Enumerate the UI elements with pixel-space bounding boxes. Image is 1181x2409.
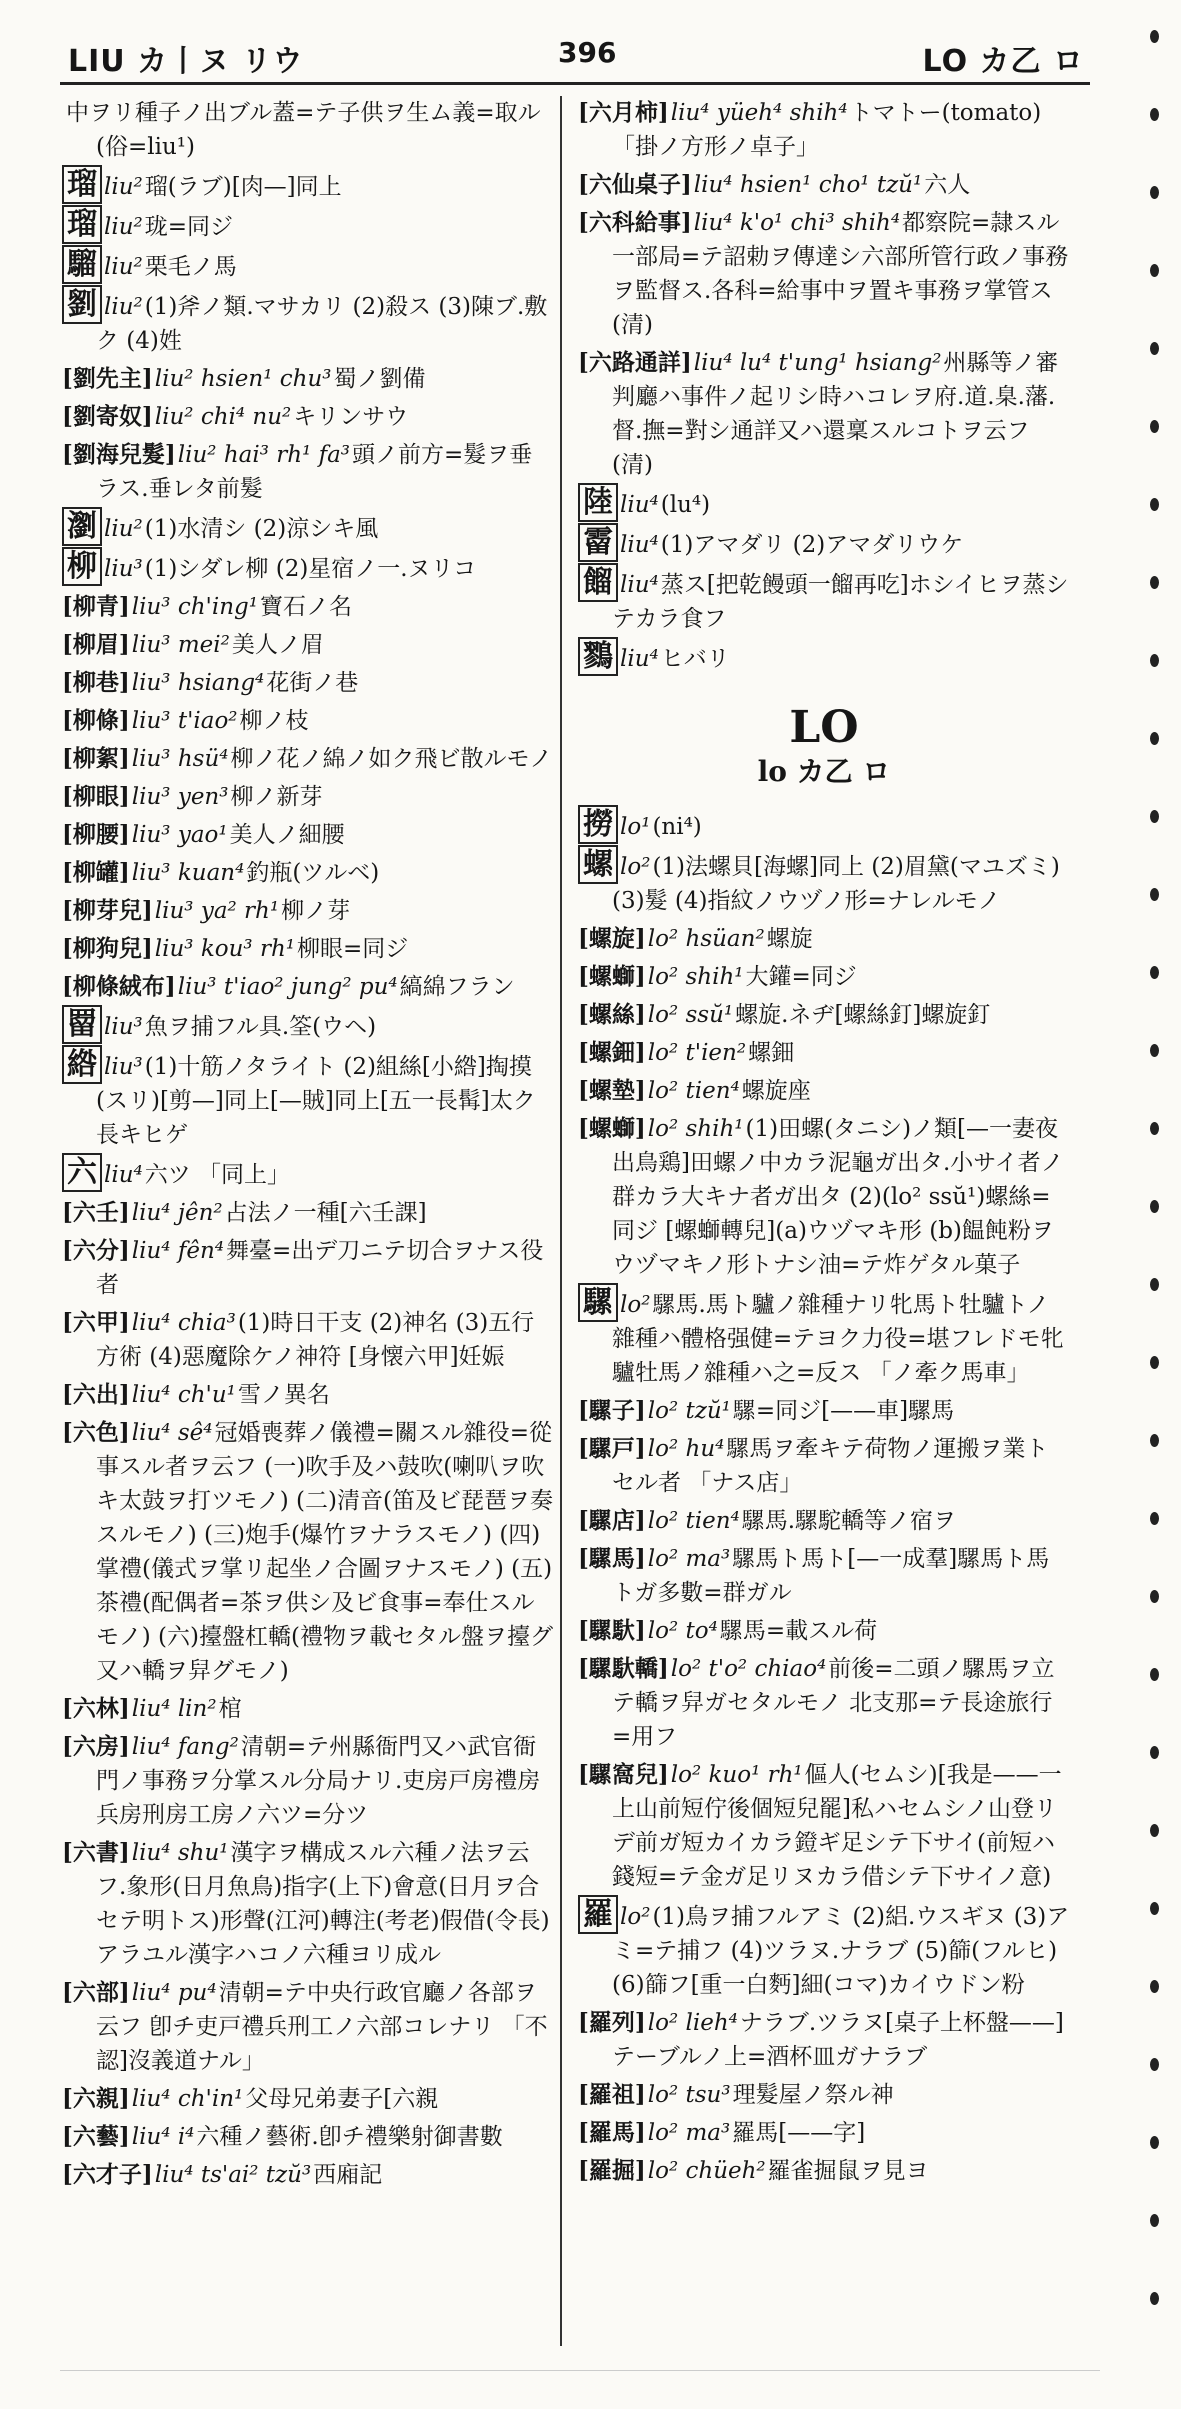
margin-dot xyxy=(1150,576,1159,589)
entry-headword: [柳條] xyxy=(62,707,130,734)
entry-reading: liu⁴ xyxy=(104,1162,143,1188)
margin-dot xyxy=(1150,1746,1159,1759)
entry-definition: 前後=二頭ノ騾馬ヲ立テ轎ヲ舁ガセタルモノ 北支那=テ長途旅行=用フ xyxy=(612,1656,1055,1750)
entry-reading: liu⁴ k'o¹ chi³ shih⁴ xyxy=(693,210,901,236)
dictionary-entry xyxy=(578,566,1070,636)
entry-definition: (1)水清シ (2)涼シキ風 xyxy=(144,516,379,542)
entry-reading: liu³ hsiang⁴ xyxy=(131,670,265,696)
entry-headword: [六林] xyxy=(62,1695,130,1722)
dictionary-entry xyxy=(62,1156,554,1192)
margin-dot xyxy=(1150,1824,1159,1837)
margin-dot xyxy=(1150,108,1159,121)
dictionary-entry xyxy=(578,1542,1070,1610)
entry-definition: キリンサウ xyxy=(293,404,409,430)
entry-reading: lo² tien⁴ xyxy=(647,1508,740,1534)
entry-reading: lo² hu⁴ xyxy=(647,1436,725,1462)
entry-definition: 清朝=テ州縣衙門又ハ武官衙門ノ事務ヲ分掌スル分局ナリ.吏房戸房禮房兵房刑房工房ノ六ツ=分ツ xyxy=(96,1734,541,1828)
entry-reading: lo² tzŭ¹ xyxy=(647,1398,731,1424)
entry-reading: lo² kuo¹ rh¹ xyxy=(670,1762,803,1788)
entry-headword: [柳巷] xyxy=(62,669,130,696)
margin-dot xyxy=(1150,420,1159,433)
entry-definition: 柳ノ花ノ綿ノ如ク飛ビ散ルモノ xyxy=(230,746,553,772)
entry-headword: 餾 xyxy=(578,563,618,602)
entry-definition: 六人 xyxy=(924,172,971,198)
entry-headword: [柳青] xyxy=(62,593,130,620)
entry-reading: lo² shih¹ xyxy=(647,964,744,990)
margin-dot xyxy=(1150,1902,1159,1915)
dictionary-entry xyxy=(62,168,554,204)
entry-headword: [六月柿] xyxy=(578,99,669,126)
entry-headword: 鷚 xyxy=(578,637,618,676)
page-number: 396 xyxy=(558,36,617,69)
entry-headword: 羅 xyxy=(578,1895,618,1934)
entry-reading: liu⁴ ch'in¹ xyxy=(131,2086,244,2112)
dictionary-entry xyxy=(62,1048,554,1152)
margin-dot xyxy=(1150,732,1159,745)
entry-definition: 螺旋 xyxy=(766,926,813,952)
entry-definition: (1)シダレ柳 (2)星宿ノ一.ヌリコ xyxy=(144,556,477,582)
entry-headword: [螺旋] xyxy=(578,925,646,952)
dictionary-entry xyxy=(62,510,554,546)
running-head-right: LO カ乙 ロ xyxy=(922,44,1084,79)
entry-headword: [六部] xyxy=(62,1979,130,2006)
margin-dot xyxy=(1150,810,1159,823)
entry-definition: (1)アマダリ (2)アマダリウケ xyxy=(660,532,964,558)
entry-definition: 中ヲリ種子ノ出ブル蓋=テ子供ヲ生ム義=取ル(俗=liu¹) xyxy=(66,100,541,160)
dictionary-entry xyxy=(578,2078,1070,2112)
entry-definition: 騾=同ジ[——車]騾馬 xyxy=(732,1398,955,1424)
entry-definition: 舞臺=出デ刀ニテ切合ヲナス役者 xyxy=(96,1238,544,1298)
entry-definition: 縞綿フラン xyxy=(399,974,515,1000)
entry-headword: [六仙桌子] xyxy=(578,171,692,198)
margin-dot xyxy=(1150,966,1159,979)
dictionary-entry xyxy=(62,362,554,396)
dictionary-entry xyxy=(578,1652,1070,1754)
entry-definition: 漢字ヲ構成スル六種ノ法ヲ云フ.象形(日月魚鳥)指字(上下)會意(日月ヲ合セテ明トス)形聲(江河)轉注(考老)假借(令長)アラユル漢字ハコノ六種ヨリ成ル xyxy=(96,1840,550,1968)
entry-reading: liu³ hsü⁴ xyxy=(131,746,229,772)
dictionary-entry xyxy=(578,526,1070,562)
dictionary-entry xyxy=(62,894,554,928)
entry-headword: 罶 xyxy=(62,1005,102,1044)
dictionary-entry xyxy=(578,1432,1070,1500)
entry-definition: (lu⁴) xyxy=(660,492,711,518)
entry-definition: (ni⁴) xyxy=(652,814,702,840)
dictionary-entry xyxy=(62,1416,554,1688)
entry-reading: liu³ kou³ rh¹ xyxy=(154,936,295,962)
entry-definition: 蒸ス[把乾饅頭一餾再吃]ホシイヒヲ蒸シテカラ食フ xyxy=(612,572,1069,632)
entry-reading: liu⁴ i⁴ xyxy=(131,2124,195,2150)
entry-reading: liu³ yen³ xyxy=(131,784,229,810)
entry-headword: [六藝] xyxy=(62,2123,130,2150)
entry-reading: liu³ kuan⁴ xyxy=(131,860,245,886)
margin-dot xyxy=(1150,2058,1159,2071)
entry-reading: liu⁴ xyxy=(620,646,659,672)
entry-definition: 螺旋.ネヂ[螺絲釘]螺旋釘 xyxy=(735,1002,991,1028)
dictionary-entry xyxy=(578,1036,1070,1070)
dictionary-entry xyxy=(62,438,554,506)
column-divider xyxy=(560,96,562,2346)
entry-headword: [六房] xyxy=(62,1733,130,1760)
entry-reading: liu³ t'iao² jung² pu⁴ xyxy=(177,974,398,1000)
dictionary-entry xyxy=(578,1504,1070,1538)
margin-dot xyxy=(1150,498,1159,511)
dictionary-entry xyxy=(578,346,1070,482)
entry-reading: lo² tsu³ xyxy=(647,2082,731,2108)
entry-headword: [六科給事] xyxy=(578,209,692,236)
entry-reading: lo² ma³ xyxy=(647,1546,731,1572)
entry-headword: [羅祖] xyxy=(578,2081,646,2108)
entry-headword: [柳眉] xyxy=(62,631,130,658)
entry-headword: [劉海兒髮] xyxy=(62,441,176,468)
section-heading xyxy=(578,702,1070,790)
entry-definition: 柳ノ枝 xyxy=(239,708,309,734)
dictionary-entry xyxy=(62,1306,554,1374)
dictionary-entry xyxy=(62,1234,554,1302)
entry-headword: [螺螄] xyxy=(578,1115,646,1142)
margin-dot xyxy=(1150,1356,1159,1369)
entry-definition: 清朝=テ中央行政官廳ノ各部ヲ云フ 卽チ吏戸禮兵刑工ノ六部コレナリ 「不認]沒義道ナル」 xyxy=(96,1980,548,2074)
entry-reading: lo² xyxy=(620,1904,651,1930)
dictionary-entry xyxy=(578,1898,1070,2002)
entry-definition: 珑=同ジ xyxy=(144,214,234,240)
dictionary-entry xyxy=(578,1614,1070,1648)
dictionary-entry xyxy=(62,1196,554,1230)
entry-definition: 州縣等ノ審判廳ハ事件ノ起リシ時ハコレヲ府.道.臬.藩.督.撫=對シ通詳又ハ還稟スルコトヲ云フ(清) xyxy=(612,350,1059,478)
dictionary-entry xyxy=(578,96,1070,164)
entry-reading: liu³ t'iao² xyxy=(131,708,238,734)
entry-definition: (1)田螺(タニシ)ノ類[—一妻夜出鳥鶏]田螺ノ中カラ泥龜ガ出タ.小サイ者ノ群カラ大キナ者ガ出タ (2)(lo² ssŭ¹)螺絲=同ジ [螺螄轉兒](a)ウヅマキ形 (b)饂飩粉ヲウヅマキノ形トナシ油=テ炸ゲタル菓子 xyxy=(612,1116,1064,1278)
entry-reading: lo² tien⁴ xyxy=(647,1078,740,1104)
entry-definition: 都察院=隷スル一部局=テ詔勅ヲ傳達シ六部所管行政ノ事務ヲ監督ス.各科=給事中ヲ置キ事務ヲ掌管ス(清) xyxy=(612,210,1069,338)
right-column xyxy=(578,96,1070,2356)
entry-headword: 騾 xyxy=(578,1283,618,1322)
entry-headword: [劉寄奴] xyxy=(62,403,153,430)
margin-dot xyxy=(1150,342,1159,355)
dictionary-entry xyxy=(62,288,554,358)
dictionary-entry xyxy=(578,922,1070,956)
entry-reading: liu⁴ yüeh⁴ shih⁴ xyxy=(670,100,848,126)
dictionary-entry xyxy=(62,1008,554,1044)
entry-headword: [柳狗兒] xyxy=(62,935,153,962)
dictionary-entry xyxy=(578,168,1070,202)
left-column xyxy=(62,96,554,2356)
entry-reading: liu² chi⁴ nu² xyxy=(154,404,292,430)
margin-dot xyxy=(1150,2292,1159,2305)
dictionary-entry xyxy=(62,704,554,738)
dictionary-entry xyxy=(62,742,554,776)
dictionary-entry xyxy=(578,2006,1070,2074)
entry-definition: 柳眼=同ジ xyxy=(296,936,409,962)
entry-headword: 螺 xyxy=(578,845,618,884)
dictionary-entry xyxy=(62,932,554,966)
entry-definition: 柳ノ芽 xyxy=(281,898,351,924)
entry-definition: (1)鳥ヲ捕フルアミ (2)絽.ウスギヌ (3)アミ=テ捕フ (4)ツラヌ.ナラブ (5)篩(フルヒ) (6)篩フ[重一白麪]細(コマ)カイウドン粉 xyxy=(612,1904,1070,1998)
dictionary-entry xyxy=(62,2120,554,2154)
dictionary-entry xyxy=(62,248,554,284)
entry-reading: liu³ ch'ing¹ xyxy=(131,594,258,620)
entry-definition: 傴人(セムシ)[我是——一上山前短佇後個短兒罷]私ハセムシノ山登リデ前ガ短カイカラ鐙ギ足シテ下サイ(前短ハ錢短=テ金ガ足リヌカラ借シテ下サイノ意) xyxy=(612,1762,1062,1890)
dictionary-entry xyxy=(62,818,554,852)
entry-reading: liu⁴ sê⁴ xyxy=(131,1420,213,1446)
entry-reading: liu³ xyxy=(104,556,143,582)
entry-reading: liu⁴ ts'ai² tzŭ³ xyxy=(154,2162,312,2188)
entry-headword: 瑠 xyxy=(62,205,102,244)
dictionary-entry xyxy=(578,808,1070,844)
entry-definition: 蜀ノ劉備 xyxy=(333,366,426,392)
dictionary-entry xyxy=(62,96,554,164)
dictionary-entry xyxy=(578,998,1070,1032)
dictionary-entry xyxy=(62,1836,554,1972)
entry-headword: [柳條絨布] xyxy=(62,973,176,1000)
entry-reading: liu² xyxy=(104,294,143,320)
entry-reading: liu² xyxy=(104,174,143,200)
entry-reading: liu³ yao¹ xyxy=(131,822,228,848)
margin-dot xyxy=(1150,1980,1159,1993)
bottom-rule xyxy=(60,2370,1100,2371)
entry-headword: [柳絮] xyxy=(62,745,130,772)
entry-reading: liu⁴ fên⁴ xyxy=(131,1238,224,1264)
entry-headword: [羅列] xyxy=(578,2009,646,2036)
entry-definition: 羅雀掘鼠ヲ見ヨ xyxy=(767,2158,929,2184)
entry-headword: [劉先主] xyxy=(62,365,153,392)
entry-reading: liu² xyxy=(104,214,143,240)
dictionary-entry xyxy=(62,1692,554,1726)
entry-definition: 騾馬ト馬ト[—一成羣]騾馬ト馬トガ多數=群ガル xyxy=(612,1546,1050,1606)
entry-headword: [羅馬] xyxy=(578,2119,646,2146)
margin-dot xyxy=(1150,264,1159,277)
entry-reading: liu⁴ fang² xyxy=(131,1734,239,1760)
entry-headword: 瑠 xyxy=(62,165,102,204)
margin-dot xyxy=(1150,888,1159,901)
entry-definition: 父母兄弟妻子[六親 xyxy=(245,2086,439,2112)
entry-definition: 螺鈿 xyxy=(748,1040,795,1066)
dictionary-entry xyxy=(578,1112,1070,1282)
entry-reading: liu⁴ xyxy=(620,572,659,598)
entry-headword: 陸 xyxy=(578,483,618,522)
entry-definition: 六種ノ藝術.卽チ禮樂射御書數 xyxy=(196,2124,503,2150)
dictionary-entry xyxy=(578,640,1070,676)
entry-definition: (1)時日干支 (2)神名 (3)五行方術 (4)惡魔除ケノ神符 [身懐六甲]妊娠 xyxy=(96,1310,535,1370)
running-head-left: LIU カ丨ヌ リウ xyxy=(68,44,304,79)
entry-definition: 羅馬[——字] xyxy=(732,2120,866,2146)
entry-headword: [六色] xyxy=(62,1419,130,1446)
margin-dot xyxy=(1150,186,1159,199)
entry-reading: liu⁴ jên² xyxy=(131,1200,223,1226)
margin-dot xyxy=(1150,30,1159,43)
entry-headword: [騾店] xyxy=(578,1507,646,1534)
entry-definition: 寶石ノ名 xyxy=(259,594,352,620)
entry-headword: 劉 xyxy=(62,285,102,324)
entry-definition: 栗毛ノ馬 xyxy=(144,254,237,280)
entry-definition: 頭ノ前方=髮ヲ垂ラス.垂レタ前髮 xyxy=(96,442,533,502)
entry-headword: [騾窩兒] xyxy=(578,1761,669,1788)
dictionary-entry xyxy=(62,2158,554,2192)
entry-reading: lo² t'o² chiao⁴ xyxy=(670,1656,827,1682)
entry-headword: [羅掘] xyxy=(578,2157,646,2184)
dictionary-entry xyxy=(62,666,554,700)
dictionary-entry xyxy=(578,486,1070,522)
entry-reading: lo¹ xyxy=(620,814,651,840)
entry-reading: liu⁴ ch'u¹ xyxy=(131,1382,236,1408)
dictionary-entry xyxy=(62,970,554,1004)
entry-reading: liu³ ya² rh¹ xyxy=(154,898,280,924)
entry-reading: liu³ xyxy=(104,1054,143,1080)
entry-definition: 棺 xyxy=(218,1696,242,1722)
entry-definition: 雪ノ異名 xyxy=(237,1382,330,1408)
dictionary-entry xyxy=(578,1286,1070,1390)
margin-dot xyxy=(1150,1668,1159,1681)
entry-reading: liu⁴ lin² xyxy=(131,1696,217,1722)
margin-dot xyxy=(1150,1512,1159,1525)
dictionary-entry xyxy=(62,780,554,814)
dictionary-entry xyxy=(62,1976,554,2078)
entry-definition: 西廂記 xyxy=(313,2162,383,2188)
entry-headword: [騾馱] xyxy=(578,1617,646,1644)
dictionary-entry xyxy=(578,206,1070,342)
entry-reading: liu⁴ chia³ xyxy=(131,1310,236,1336)
entry-headword: [騾戸] xyxy=(578,1435,646,1462)
margin-dot xyxy=(1150,2136,1159,2149)
entry-headword: [騾馬] xyxy=(578,1545,646,1572)
entry-reading: lo² ssŭ¹ xyxy=(647,1002,734,1028)
margin-dot xyxy=(1150,1044,1159,1057)
dictionary-entry xyxy=(578,1074,1070,1108)
entry-definition: 螺旋座 xyxy=(741,1078,811,1104)
dictionary-entry xyxy=(62,2082,554,2116)
margin-dot xyxy=(1150,1200,1159,1213)
entry-headword: [六出] xyxy=(62,1381,130,1408)
margin-dot xyxy=(1150,1122,1159,1135)
dictionary-entry xyxy=(578,848,1070,918)
entry-headword: [螺墊] xyxy=(578,1077,646,1104)
entry-reading: lo² to⁴ xyxy=(647,1618,718,1644)
entry-headword: [騾子] xyxy=(578,1397,646,1424)
margin-dot xyxy=(1150,654,1159,667)
dictionary-entry xyxy=(578,1394,1070,1428)
entry-definition: 美人ノ眉 xyxy=(231,632,324,658)
entry-headword: [六才子] xyxy=(62,2161,153,2188)
entry-definition: 六ツ 「同上」 xyxy=(144,1162,291,1188)
margin-dot xyxy=(1150,1434,1159,1447)
entry-definition: (1)十筋ノタライト (2)組絲[小綹]掏摸(スリ)[剪—]同上[—賊]同上[五一長髯]太ク長キヒゲ xyxy=(96,1054,536,1148)
section-title: LO xyxy=(789,702,859,753)
entry-headword: [柳芽兒] xyxy=(62,897,153,924)
entry-reading: liu⁴ shu¹ xyxy=(131,1840,229,1866)
entry-reading: liu³ xyxy=(104,1014,143,1040)
entry-definition: (1)法螺貝[海螺]同上 (2)眉黛(マユズミ) (3)髮 (4)指紋ノウヅノ形=ナレルモノ xyxy=(612,854,1060,914)
entry-definition: 美人ノ細腰 xyxy=(229,822,345,848)
entry-headword: [六書] xyxy=(62,1839,130,1866)
entry-headword: [六分] xyxy=(62,1237,130,1264)
margin-dot xyxy=(1150,2214,1159,2227)
entry-reading: lo² chüeh² xyxy=(647,2158,766,2184)
entry-reading: lo² shih¹ xyxy=(647,1116,744,1142)
entry-headword: 撈 xyxy=(578,805,618,844)
entry-reading: liu⁴ pu⁴ xyxy=(131,1980,217,2006)
entry-headword: 柳 xyxy=(62,547,102,586)
entry-definition: 釣瓶(ツルベ) xyxy=(246,860,380,886)
entry-definition: 騾馬.騾駝轎等ノ宿ヲ xyxy=(741,1508,957,1534)
entry-reading: lo² t'ien² xyxy=(647,1040,747,1066)
entry-headword: [柳眼] xyxy=(62,783,130,810)
entry-definition: 騾馬=載スル荷 xyxy=(719,1618,878,1644)
entry-reading: liu² hsien¹ chu³ xyxy=(154,366,332,392)
entry-definition: 理髮屋ノ祭ル神 xyxy=(732,2082,894,2108)
entry-definition: ヒバリ xyxy=(660,646,730,672)
dictionary-entry xyxy=(62,1730,554,1832)
entry-headword: 騮 xyxy=(62,245,102,284)
entry-reading: lo² lieh⁴ xyxy=(647,2010,738,2036)
dictionary-entry xyxy=(62,590,554,624)
entry-reading: lo² hsüan² xyxy=(647,926,765,952)
entry-definition: 騾馬.馬ト驢ノ雜種ナリ牝馬ト牡驢トノ雜種ハ體格强健=テヨク力役=堪フレドモ牝驢牡馬ノ雜種ハ之=反ス 「ノ牽ク馬車」 xyxy=(612,1292,1064,1386)
entry-reading: liu³ mei² xyxy=(131,632,230,658)
margin-dot xyxy=(1150,1590,1159,1603)
entry-reading: liu⁴ hsien¹ cho¹ tzŭ¹ xyxy=(693,172,923,198)
dictionary-entry xyxy=(62,628,554,662)
entry-headword: [六路通詳] xyxy=(578,349,692,376)
entry-headword: [螺螄] xyxy=(578,963,646,990)
entry-headword: [柳罐] xyxy=(62,859,130,886)
dictionary-entry xyxy=(578,960,1070,994)
entry-definition: 柳ノ新芽 xyxy=(230,784,323,810)
dictionary-entry xyxy=(578,2116,1070,2150)
dictionary-entry xyxy=(62,400,554,434)
entry-definition: 騾馬ヲ牽キテ荷物ノ運搬ヲ業トセル者 「ナス店」 xyxy=(612,1436,1049,1496)
section-subtitle: lo カ乙 ロ xyxy=(757,755,891,788)
entry-definition: 占法ノ一種[六壬課] xyxy=(224,1200,427,1226)
entry-reading: liu⁴ xyxy=(620,492,659,518)
entry-reading: liu⁴ xyxy=(620,532,659,558)
entry-headword: [騾馱轎] xyxy=(578,1655,669,1682)
entry-headword: [六壬] xyxy=(62,1199,130,1226)
entry-headword: [六甲] xyxy=(62,1309,130,1336)
dictionary-entry xyxy=(62,856,554,890)
entry-reading: liu² hai³ rh¹ fa³ xyxy=(177,442,351,468)
entry-reading: lo² xyxy=(620,854,651,880)
entry-definition: 瑠(ラブ)[肉—]同上 xyxy=(144,174,342,200)
entry-definition: ナラブ.ツラヌ[桌子上杯盤——]テーブルノ上=酒杯皿ガナラブ xyxy=(612,2010,1064,2070)
margin-dot xyxy=(1150,1278,1159,1291)
entry-definition: 魚ヲ捕フル具.筌(ウヘ) xyxy=(144,1014,377,1040)
entry-reading: liu² xyxy=(104,516,143,542)
entry-reading: lo² xyxy=(620,1292,651,1318)
dictionary-entry xyxy=(62,1378,554,1412)
dictionary-entry xyxy=(578,1758,1070,1894)
entry-definition: (1)斧ノ類.マサカリ (2)殺ス (3)陳ブ.敷ク (4)姓 xyxy=(96,294,548,354)
entry-headword: 瀏 xyxy=(62,507,102,546)
entry-definition: 大鑵=同ジ xyxy=(745,964,857,990)
entry-headword: 綹 xyxy=(62,1045,102,1084)
entry-definition: トマトー(tomato) 「掛ノ方形ノ卓子」 xyxy=(612,100,1042,160)
dictionary-entry xyxy=(62,208,554,244)
entry-headword: [柳腰] xyxy=(62,821,130,848)
entry-headword: 霤 xyxy=(578,523,618,562)
entry-reading: lo² ma³ xyxy=(647,2120,731,2146)
dictionary-entry xyxy=(62,550,554,586)
entry-reading: liu⁴ lu⁴ t'ung¹ hsiang² xyxy=(693,350,942,376)
entry-headword: [螺絲] xyxy=(578,1001,646,1028)
entry-headword: [螺鈿] xyxy=(578,1039,646,1066)
dictionary-entry xyxy=(578,2154,1070,2188)
entry-headword: [六親] xyxy=(62,2085,130,2112)
entry-reading: liu² xyxy=(104,254,143,280)
entry-definition: 花街ノ巷 xyxy=(266,670,359,696)
entry-definition: 冠婚喪葬ノ儀禮=關スル雜役=從事スル者ヲ云フ (一)吹手及ハ鼓吹(喇叭ヲ吹キ太鼓ヲ打ツモノ) (二)清音(笛及ビ琵琶ヲ奏スルモノ) (三)炮手(爆竹ヲナラスモノ) (四)掌禮(儀式ヲ掌リ起坐ノ合圖ヲナスモノ) (五)茶禮(配偶者=茶ヲ供シ及ビ食事=奉仕スルモノ) (六)擡盤杠轎(禮物ヲ載セタル盤ヲ擡グ又ハ轎ヲ舁グモノ) xyxy=(96,1420,553,1684)
entry-headword: 六 xyxy=(62,1153,102,1192)
page-header xyxy=(60,22,1090,85)
